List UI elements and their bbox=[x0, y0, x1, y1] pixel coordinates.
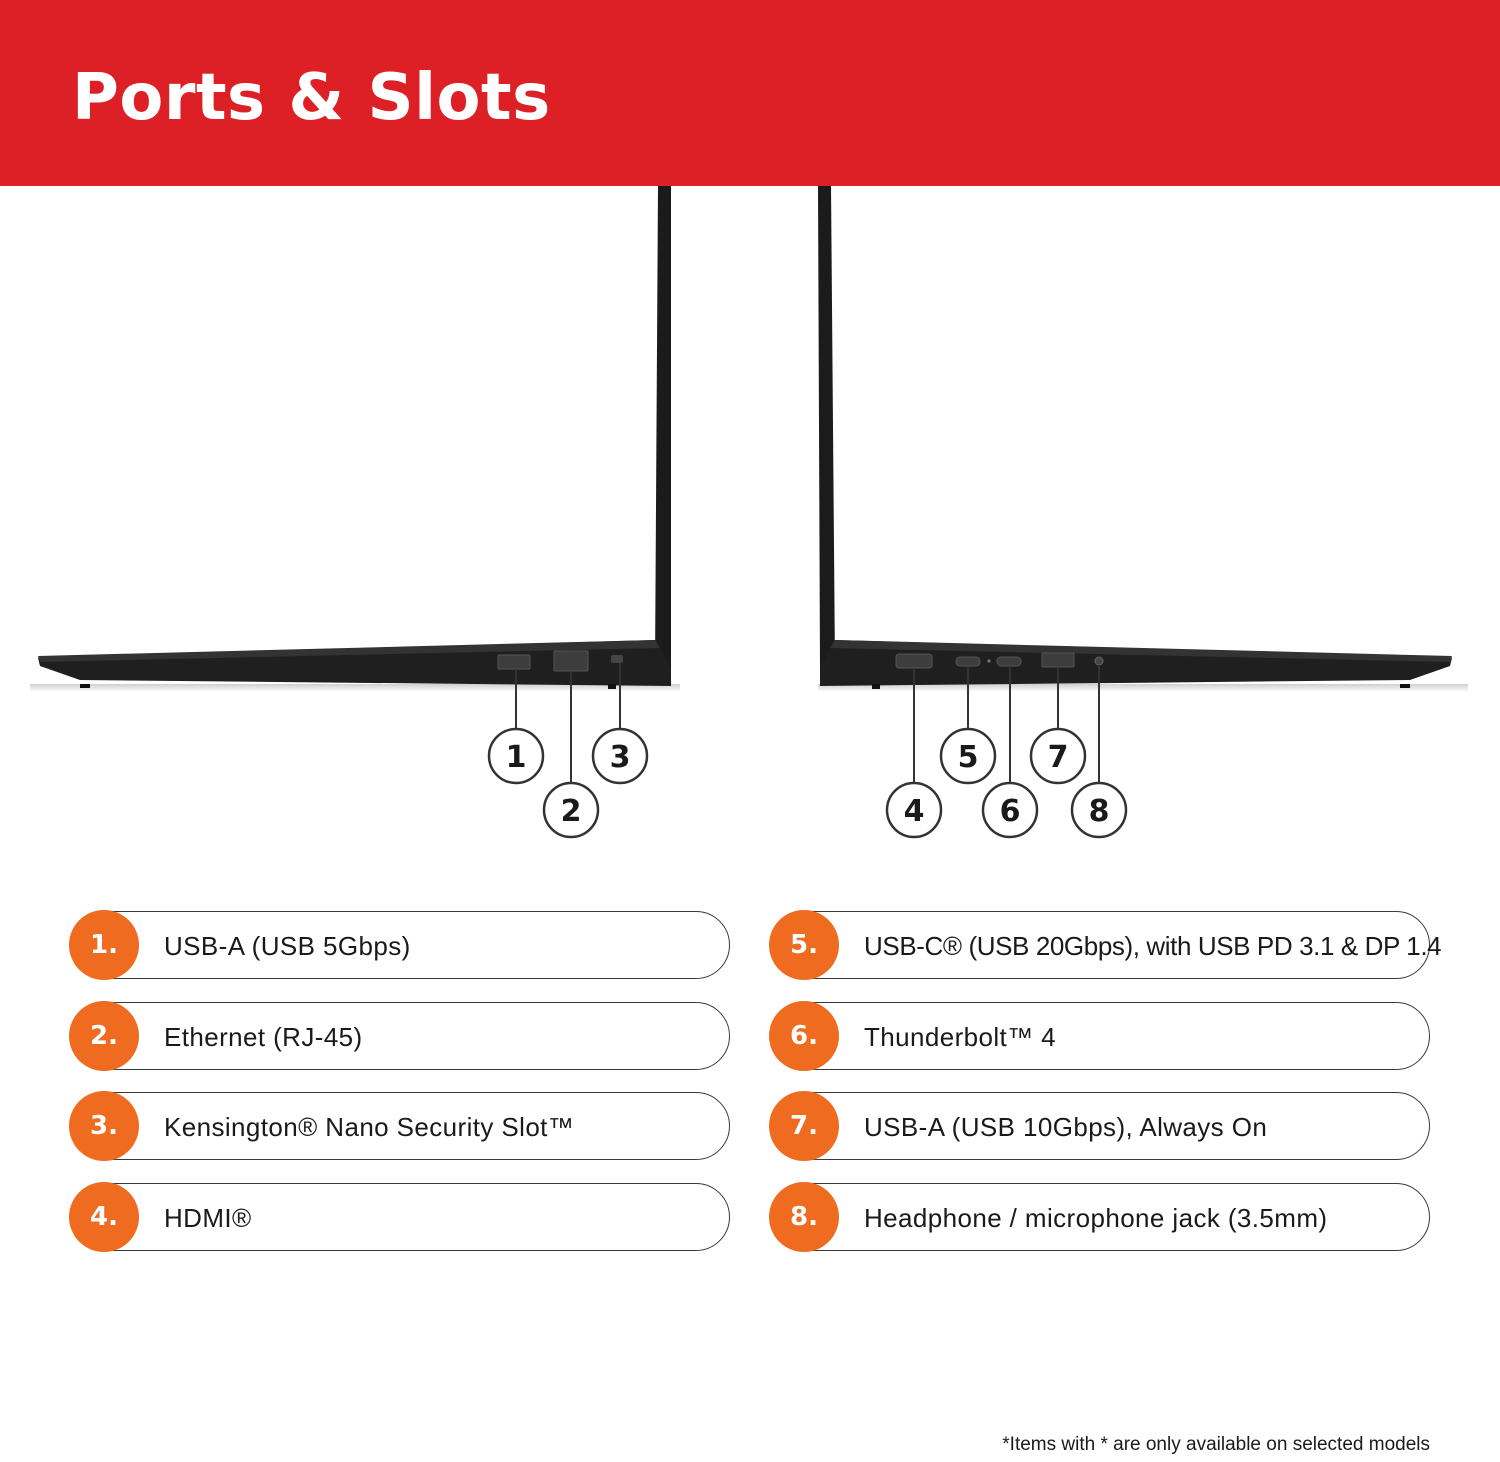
laptop-left-foot bbox=[80, 684, 90, 688]
header-banner bbox=[0, 0, 1500, 186]
laptop-left-shadow bbox=[30, 684, 680, 692]
port-item bbox=[770, 1183, 1430, 1251]
usb-c-port-icon bbox=[956, 657, 980, 666]
hdmi-port-icon bbox=[896, 654, 932, 668]
page-title: Ports & Slots bbox=[72, 61, 551, 135]
port-item bbox=[70, 1183, 730, 1251]
port-item bbox=[70, 1002, 730, 1070]
port-number-badge: 8. bbox=[769, 1182, 839, 1252]
port-label: USB-A (USB 10Gbps), Always On bbox=[864, 1112, 1268, 1142]
port-item bbox=[70, 911, 730, 979]
usb-a-port-icon bbox=[498, 655, 530, 669]
security-slot-icon bbox=[611, 655, 623, 663]
port-number-badge: 6. bbox=[769, 1001, 839, 1071]
thunderbolt-port-icon bbox=[997, 657, 1021, 666]
port-label: Thunderbolt™ 4 bbox=[864, 1022, 1057, 1052]
port-item bbox=[770, 1002, 1430, 1070]
callout-number: 6 bbox=[999, 794, 1021, 829]
port-number-badge: 2. bbox=[69, 1001, 139, 1071]
port-item bbox=[770, 1092, 1430, 1160]
port-number-badge: 1. bbox=[69, 910, 139, 980]
callout-number: 4 bbox=[903, 794, 925, 829]
audio-jack-icon bbox=[1095, 657, 1103, 665]
laptop-left-lid bbox=[655, 186, 671, 668]
laptop-left-foot bbox=[608, 684, 616, 689]
callout-number: 1 bbox=[505, 740, 527, 775]
port-label: Ethernet (RJ-45) bbox=[164, 1022, 363, 1052]
indicator-light-icon bbox=[987, 659, 990, 662]
port-number-badge: 7. bbox=[769, 1091, 839, 1161]
port-label: USB-A (USB 5Gbps) bbox=[164, 931, 411, 961]
callout-number: 7 bbox=[1047, 740, 1069, 775]
laptop-right-foot bbox=[872, 684, 880, 689]
usb-a-port-icon bbox=[1042, 653, 1074, 667]
footnote: *Items with * are only available on selected models bbox=[1002, 1434, 1430, 1455]
port-label: USB-C® (USB 20Gbps), with USB PD 3.1 & DP 1.4 bbox=[864, 931, 1442, 961]
port-item bbox=[70, 1092, 730, 1160]
laptop-side-views bbox=[0, 186, 1500, 866]
port-label: Headphone / microphone jack (3.5mm) bbox=[864, 1203, 1328, 1233]
port-number-badge: 5. bbox=[769, 910, 839, 980]
laptop-right-shadow bbox=[818, 684, 1468, 692]
laptop-right-foot bbox=[1400, 684, 1410, 688]
port-label: Kensington® Nano Security Slot™ bbox=[164, 1112, 575, 1142]
port-label: HDMI® bbox=[164, 1203, 252, 1233]
callout-number: 3 bbox=[609, 740, 631, 775]
callout-number: 8 bbox=[1088, 794, 1110, 829]
laptop-left-side bbox=[30, 186, 680, 837]
ethernet-port-icon bbox=[554, 651, 588, 671]
callout-number: 5 bbox=[957, 740, 979, 775]
port-item bbox=[770, 911, 1442, 979]
port-number-badge: 4. bbox=[69, 1182, 139, 1252]
port-number-badge: 3. bbox=[69, 1091, 139, 1161]
callout-number: 2 bbox=[560, 794, 582, 829]
laptop-right-lid bbox=[818, 186, 835, 668]
laptop-right-side bbox=[818, 186, 1468, 837]
